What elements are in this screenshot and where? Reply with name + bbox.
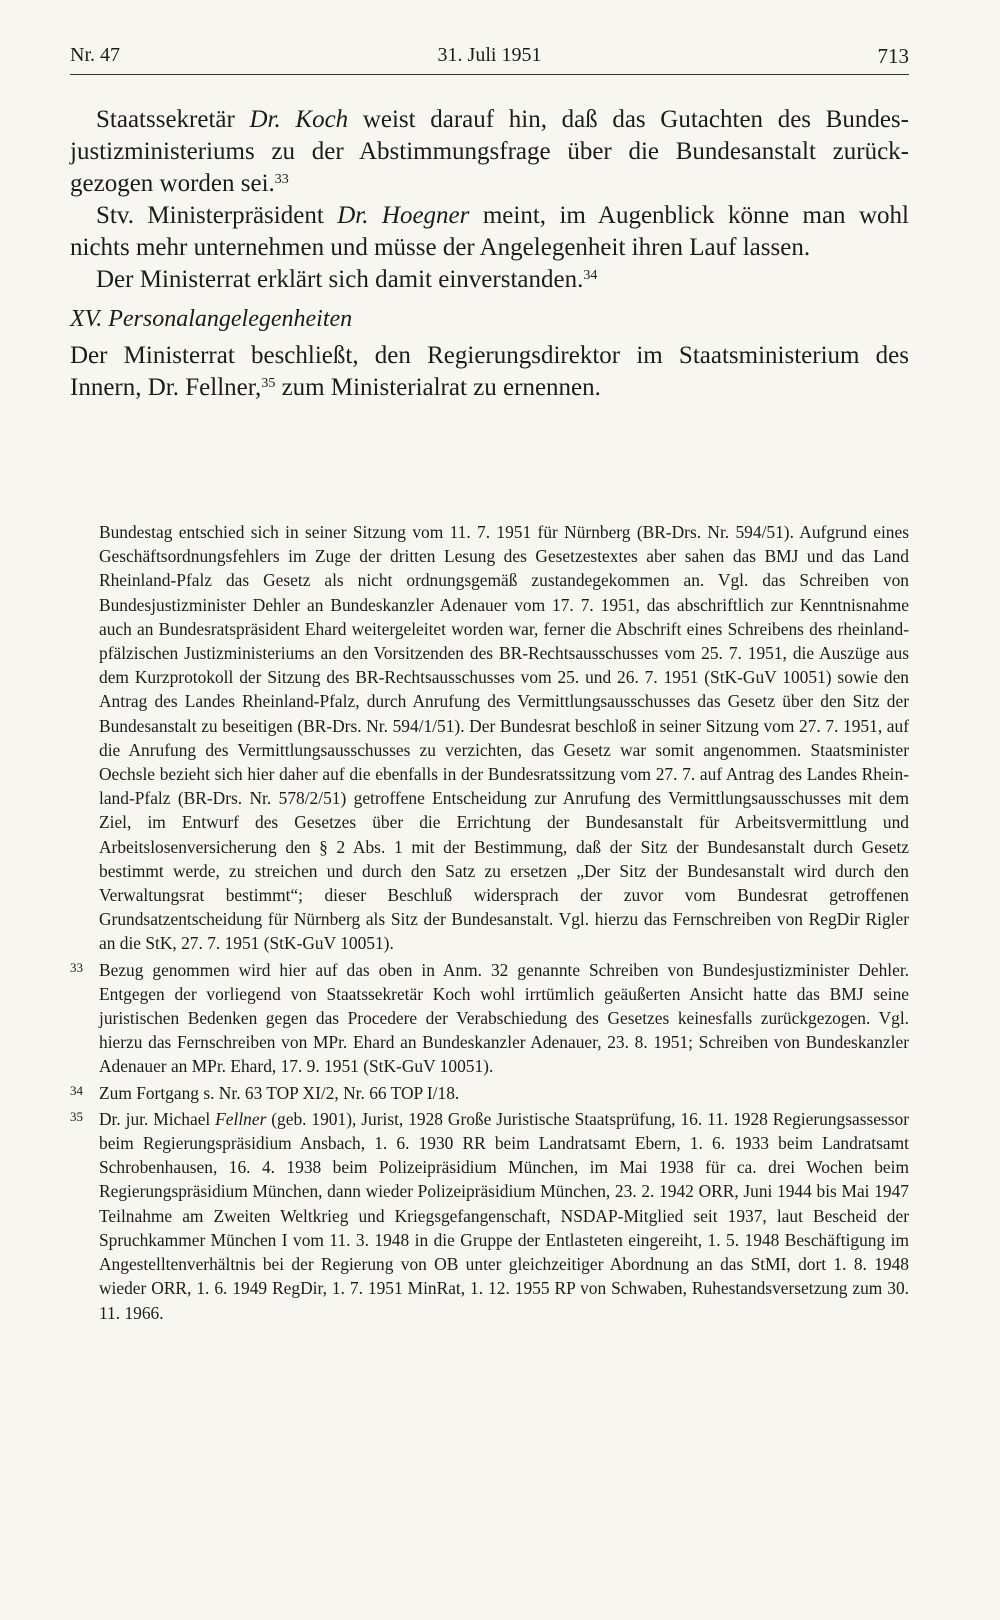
footnote-33	[70, 958, 909, 1079]
page-number: 713	[877, 44, 909, 68]
footnote-ref-33: 33	[274, 172, 289, 187]
text: Der Ministerrat beschließt, den Regierungsdirektor im Staatsministerium des Innern, Dr. Fellner,	[70, 342, 909, 401]
footnote-text: Dr. jur. Michael	[99, 1108, 216, 1129]
text: zum Ministerialrat zu ernennen.	[275, 374, 601, 401]
footnotes	[70, 520, 909, 1325]
footnote-number: 33	[70, 959, 83, 975]
footnote-34	[70, 1081, 909, 1105]
paragraph-agreement	[70, 264, 909, 296]
title-dr: Dr.	[249, 106, 296, 133]
footnote-text: Zum Fortgang s. Nr. 63 TOP XI/2, Nr. 66 TOP I/18.	[99, 1082, 460, 1103]
footnote-text: Bezug genommen wird hier auf das oben in Anm. 32 genannte Schreiben von Bundesjustizminister Dehler. Entgegen der vorliegend von Staatssekretär Koch wohl irrtümlich geäußerten Ansicht hatte das BMJ seine juristischen Bedenken gegen das Procedere der Verabschiedung des Gesetzes keinesfalls zurückgezogen. Vgl. hierzu das Fernschreiben von MPr. Ehard an Bundeskanzler Adenauer, 23. 8. 1951; Schreiben von Bundeskanzler Adenauer an MPr. Ehard, 17. 9. 1951 (StK-GuV 10051).	[99, 959, 909, 1077]
running-header	[70, 44, 909, 75]
paragraph-koch	[70, 104, 909, 200]
footnote-35	[70, 1107, 909, 1325]
name-koch: Koch	[295, 106, 349, 133]
text: weist darauf hin, daß das Gutachten des Bundesjustizministeriums zu der Abstimmungsfrage über die Bundesanstalt zurückgezogen worden sei.	[70, 106, 909, 197]
text: Der Ministerrat erklärt sich damit einverstanden.	[96, 266, 584, 293]
text: meint, im Augenblick könne man wohl nichts mehr unternehmen und müsse der Angelegenheit ihren Lauf lassen.	[70, 202, 909, 261]
footnote-number: 34	[70, 1082, 83, 1098]
footnote-text: (geb. 1901), Jurist, 1928 Große Juristische Staatsprüfung, 16. 11. 1928 Regierungsassessor beim Regierungspräsidium Ansbach, 1. 6. 1930 RR beim Landratsamt Ebern, 1. 6. 1933 beim Landratsamt Schrobenhausen, 16. 4. 1938 beim Polizeipräsidium München, im Mai 1938 für ca. drei Wochen beim Regierungspräsidium München, dann wieder Polizeipräsidium München, 23. 2. 1942 ORR, Juni 1944 bis Mai 1947 Teilnahme am Zweiten Weltkrieg und Kriegsgefangenschaft, NSDAP-Mitglied seit 1937, laut Bescheid der Spruchkammer München I vom 11. 3. 1948 in die Gruppe der Entlasteten eingereiht, 1. 5. 1948 Beschäftigung im Angestelltenverhältnis bei der Regierung von OB unter gleichzeitiger Abordnung an das StMI, dort 1. 8. 1948 wieder ORR, 1. 6. 1949 RegDir, 1. 7. 1951 MinRat, 1. 12. 1955 RP von Schwaben, Ruhestandsversetzung zum 30. 11. 1966.	[99, 1108, 909, 1323]
footnote-ref-34: 34	[583, 268, 598, 283]
text: Staatssekretär	[96, 106, 250, 133]
name-fellner: Fellner	[215, 1108, 267, 1129]
section-heading: XV. Personalangelegenheiten	[70, 306, 353, 332]
paragraph-fellner	[70, 340, 909, 404]
text: Stv. Ministerpräsident	[96, 202, 338, 229]
footnote-continuation: Bundestag entschied sich in seiner Sitzung vom 11. 7. 1951 für Nürnberg (BR-Drs. Nr. 594/51). Aufgrund eines Geschäftsordnungsfehlers im Zuge der dritten Lesung des Gesetzestextes aber sahen das BMJ und das Land Rheinland-Pfalz das Gesetz als nicht ordnungsgemäß zustandegekommen an. Vgl. das Schreiben von Bundesjustizminister Dehler an Bundeskanzler Adenauer vom 17. 7. 1951, das abschriftlich zur Kenntnisnahme auch an Bundesratspräsident Ehard weitergeleitet worden war, ferner die Abschrift eines Schreibens des rheinland-pfälzischen Justizministeriums an den Vorsitzenden des BR-Rechtsausschusses vom 25. 7. 1951, die Auszüge aus dem Kurzprotokoll der Sitzung des BR-Rechtsausschusses vom 25. und 26. 7. 1951 (StK-GuV 10051) sowie den Antrag des Landes Rheinland-Pfalz, durch Anrufung des Vermittlungsausschusses das Gesetz über den Sitz der Bundesanstalt zu beseitigen (BR-Drs. Nr. 594/1/51). Der Bundesrat beschloß in seiner Sitzung vom 27. 7. 1951, auf die Anrufung des Vermittlungsausschusses zu verzichten, das Gesetz war somit angenommen. Staatsminister Oechsle bezieht sich hier daher auf die ebenfalls in der Bundesratssitzung vom 27. 7. auf Antrag des Landes Rheinland-Pfalz (BR-Drs. Nr. 578/2/51) getroffene Entscheidung zur Anrufung des Vermittlungsausschusses mit dem Ziel, im Entwurf des Gesetzes über die Errichtung der Bundesanstalt für Arbeitsvermittlung und Arbeitslosenversicherung den § 2 Abs. 1 mit der Bestimmung, daß der Sitz der Bundesanstalt durch Gesetz bestimmt werde, zu streichen und durch den Satz zu ersetzen „Der Sitz der Bundesanstalt wird durch den Verwaltungsrat bestimmt“; dieser Beschluß widersprach der zuvor vom Bundesrat getroffenen Grundsatzentscheidung für Nürnberg als Sitz der Bundesanstalt. Vgl. hierzu das Fernschreiben von RegDir Rigler an die StK, 27. 7. 1951 (StK-GuV 10051).	[99, 522, 909, 954]
main-text	[70, 104, 909, 404]
footnote-number: 35	[70, 1108, 83, 1124]
document-number: Nr. 47	[70, 44, 120, 66]
header-date: 31. Juli 1951	[437, 44, 542, 66]
footnote-ref-35: 35	[261, 376, 276, 391]
paragraph-hoegner	[70, 200, 909, 264]
name-hoegner: Hoegner	[381, 202, 470, 229]
title-dr: Dr.	[337, 202, 382, 229]
